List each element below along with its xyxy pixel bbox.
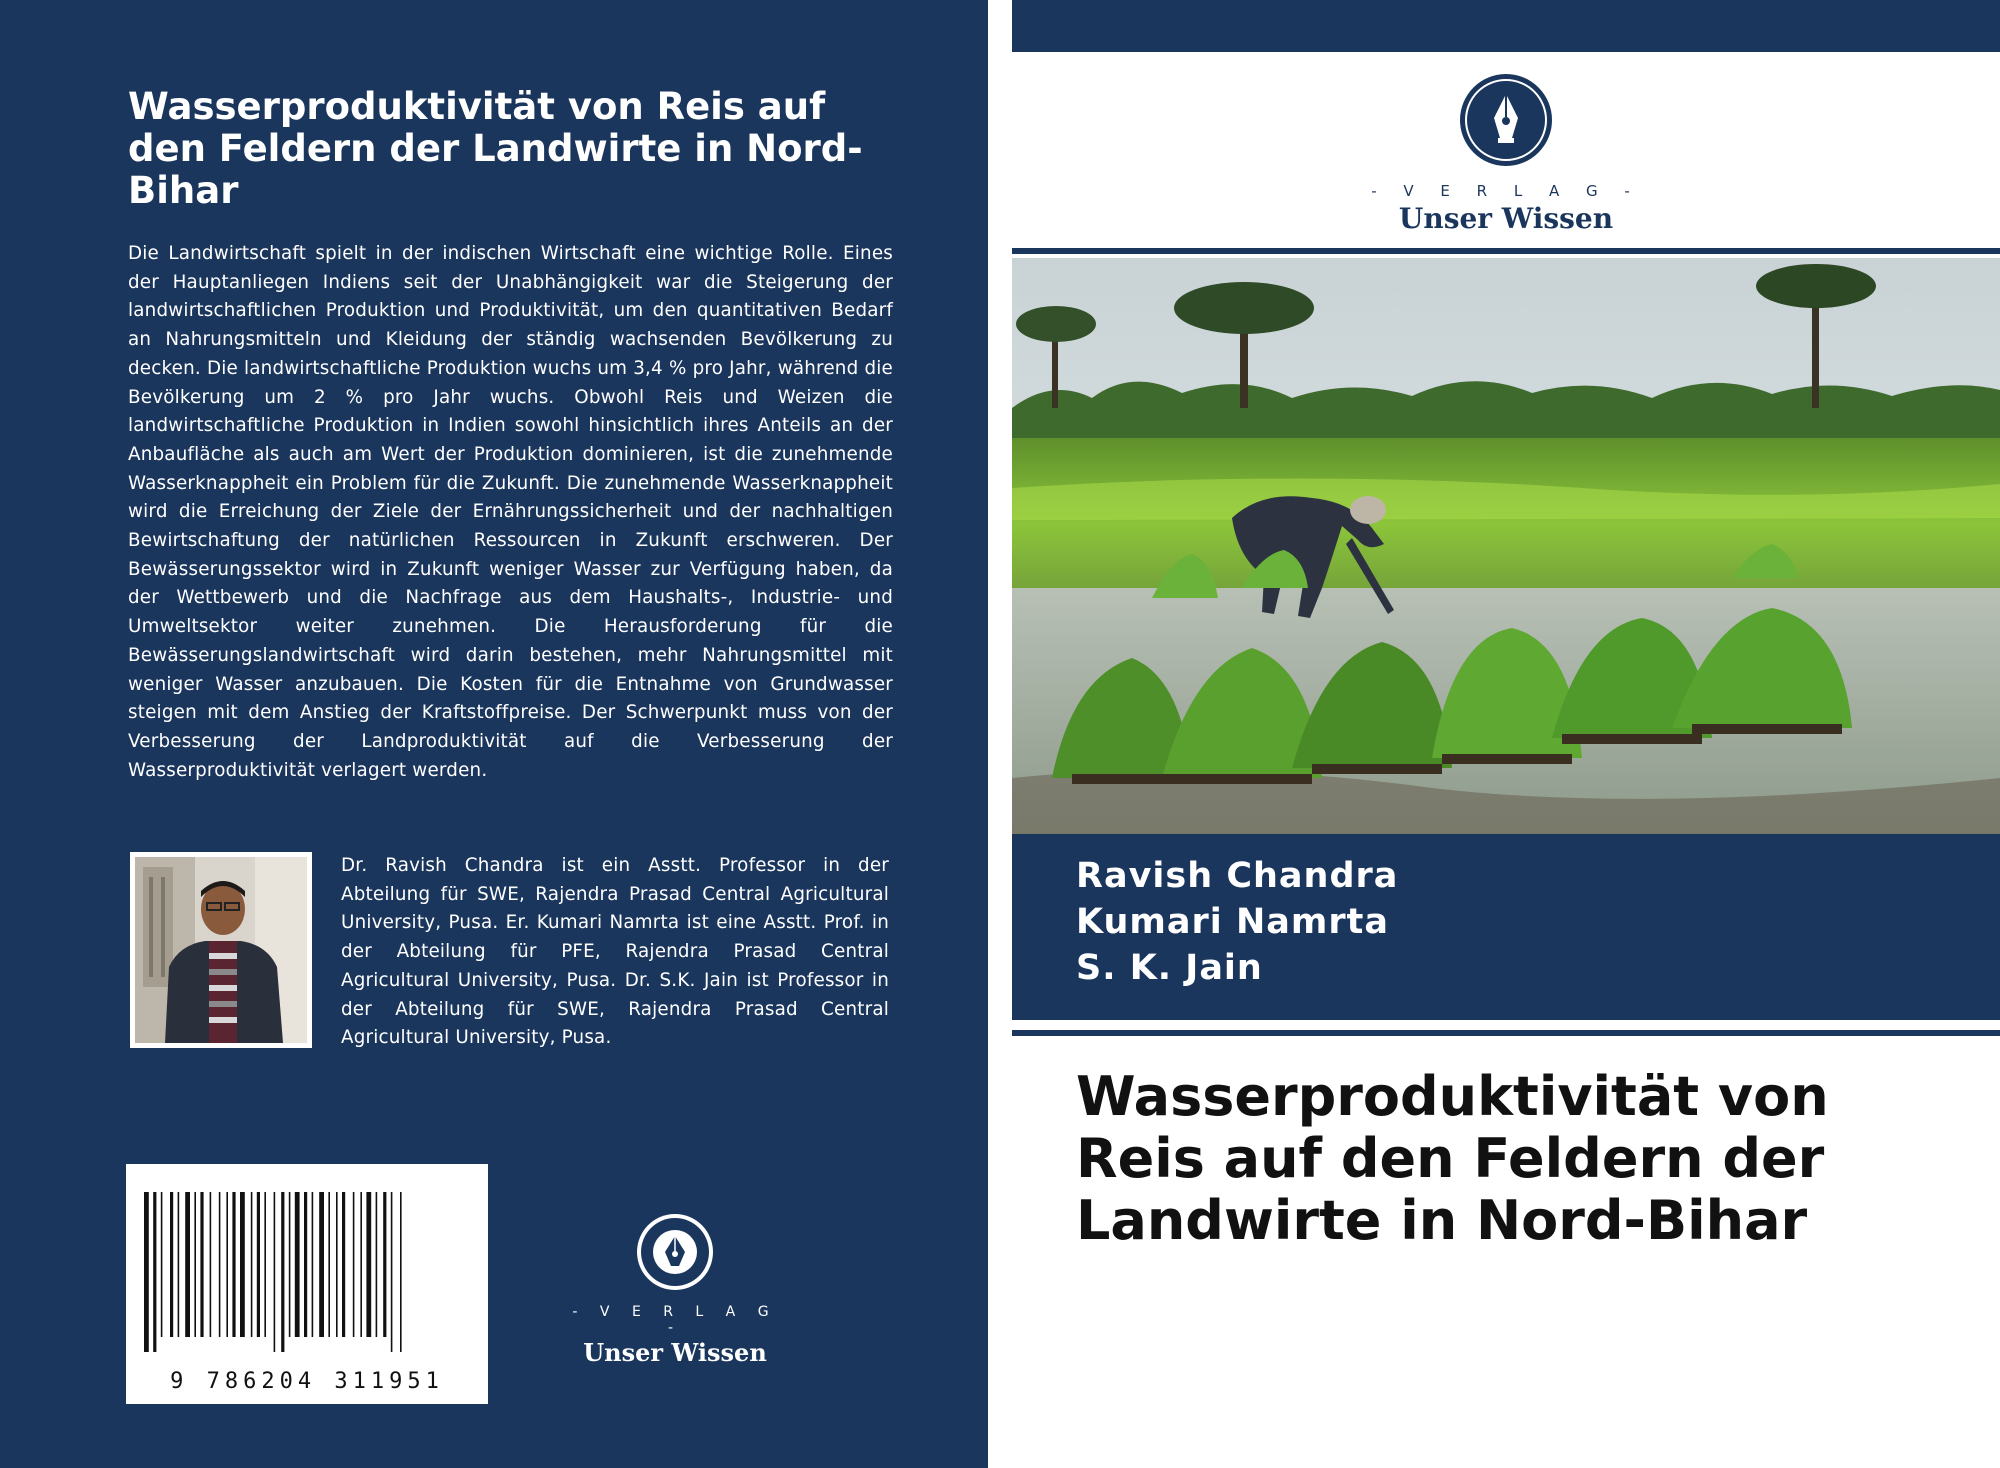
barcode [126, 1164, 488, 1404]
barcode-bar [289, 1192, 291, 1337]
author-bio: Dr. Ravish Chandra ist ein Asstt. Professor in der Abteilung für SWE, Rajendra Prasad Central Agricultural University, Pusa. Er. Kumari Namrta ist eine Asstt. Prof. in der Abteilung für PFE, Rajendra Prasad Central Agricultural University, Pusa. Dr. S.K. Jain ist Professor in der Abteilung für SWE, Rajendra Prasad Central Agricultural University, Pusa. [341, 855, 889, 1049]
barcode-bar [400, 1192, 402, 1352]
barcode-bar [251, 1192, 253, 1337]
barcode-bar [328, 1192, 330, 1337]
isbn-number: 9 786204 311951 [170, 1369, 444, 1394]
front-top-band [1012, 0, 2000, 52]
author-name-1: Ravish Chandra [1076, 856, 1399, 896]
barcode-bar [376, 1192, 378, 1337]
front-publisher-logo [1252, 72, 1760, 235]
back-cover [0, 0, 988, 1468]
barcode-bar [295, 1192, 300, 1337]
rice-field-photo [1012, 258, 2000, 834]
barcode-bar [178, 1192, 180, 1337]
front-publisher-verlag: - V E R L A G - [1371, 182, 1641, 200]
front-cover [1012, 0, 2000, 1468]
barcode-bar [336, 1192, 338, 1337]
author-name-3: S. K. Jain [1076, 948, 1263, 988]
barcode-bar [383, 1192, 386, 1337]
barcode-bars [144, 1192, 470, 1352]
back-cover-blurb: Die Landwirtschaft spielt in der indischen Wirtschaft eine wichtige Rolle. Eines der Hauptanliegen Indiens seit der Unabhängigkeit war die Steigerung der landwirtschaftlichen Produktion und Produktivität, um den quantitativen Bedarf an Nahrungsmitteln und Kleidung der ständig wachsenden Bevölkerung zu decken. Die landwirtschaftliche Produktion wuchs um 3,4 % pro Jahr, während die Bevölkerung um 2 % pro Jahr wuchs. Obwohl Reis und Weizen die landwirtschaftliche Produktion in Indien sowohl hinsichtlich ihres Anteils an der Anbaufläche als auch am Wert der Produktion dominieren, ist die zunehmende Wasserknappheit ein Problem für die Zukunft. Die zunehmende Wasserknappheit wird die Erreichung der Ziele der Ernährungssicherheit und der nachhaltigen Bewirtschaftung der natürlichen Ressourcen in Zukunft erschweren. Der Bewässerungssektor wird in Zukunft weniger Wasser zur Verfügung haben, da der Wettbewerb und die Nachfrage aus dem Haushalts-, Industrie- und Umweltsektor weiter zunehmen. Die Herausforderung für die Bewässerungslandwirtschaft wird darin bestehen, mehr Nahrungsmittel mit weniger Wasser anzubauen. Die Kosten für die Entnahme von Grundwasser steigen mit dem Anstieg der Kraftstoffpreise. Der Schwerpunkt muss von der Verbesserung der Landproduktivität auf die Verbesserung der Wasserproduktivität verlagert werden. [128, 243, 893, 781]
barcode-bar [219, 1192, 221, 1337]
authors-band [1012, 834, 2000, 1020]
back-publisher-logo [560, 1212, 790, 1367]
barcode-bar [319, 1192, 324, 1337]
fountain-pen-nib-icon [1458, 72, 1554, 168]
barcode-bar [264, 1192, 266, 1337]
barcode-bar [232, 1192, 235, 1337]
barcode-bar [353, 1192, 355, 1337]
publisher-seal-icon [635, 1212, 715, 1292]
barcode-bar [257, 1192, 260, 1337]
barcode-bar [185, 1192, 190, 1337]
barcode-bar [312, 1192, 314, 1337]
barcode-bar [342, 1192, 345, 1337]
barcode-bar [170, 1192, 173, 1337]
barcode-bar [274, 1192, 276, 1352]
barcode-bar [281, 1192, 284, 1352]
barcode-bar [240, 1192, 245, 1337]
author-name-2: Kumari Namrta [1076, 902, 1389, 942]
front-cover-title: Wasserproduktivität von Reis auf den Feldern der Landwirte in Nord-Bihar [1076, 1065, 1829, 1252]
barcode-bar [391, 1192, 393, 1352]
barcode-bar [304, 1192, 307, 1337]
spine [988, 0, 1012, 1468]
barcode-bar [226, 1192, 228, 1337]
barcode-bar [153, 1192, 156, 1352]
barcode-bar [194, 1192, 196, 1337]
front-publisher-name: Unser Wissen [1398, 202, 1614, 235]
barcode-bar [360, 1192, 362, 1337]
authors-bottom-rule [1012, 1030, 2000, 1036]
back-publisher-verlag: - V E R L A G - [572, 1304, 778, 1336]
back-cover-title: Wasserproduktivität von Reis auf den Feldern der Landwirte in Nord-Bihar [128, 85, 863, 212]
photo-top-rule [1012, 248, 2000, 254]
barcode-bar [366, 1192, 371, 1337]
author-photo [130, 852, 312, 1048]
barcode-bar [161, 1192, 163, 1337]
barcode-bar [200, 1192, 203, 1337]
barcode-bar [210, 1192, 212, 1337]
back-publisher-name: Unser Wissen [583, 1338, 767, 1367]
barcode-bar [144, 1192, 149, 1352]
